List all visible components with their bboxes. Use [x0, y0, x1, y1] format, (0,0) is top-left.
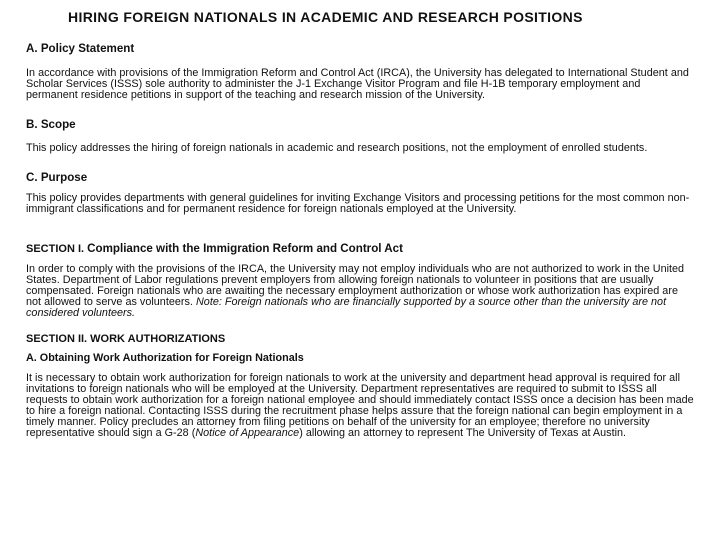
- scope-text: This policy addresses the hiring of foreign nationals in academic and research positions, not the employment of enrolled students.: [26, 142, 648, 154]
- section-1-text: [26, 264, 694, 319]
- scope-heading: B. Scope: [26, 118, 76, 131]
- section-1-label: SECTION I.: [26, 243, 85, 255]
- section-1-title: Compliance with the Immigration Reform and Control Act: [87, 242, 403, 255]
- section-1-note: Note: Foreign nationals who are financially supported by a source other than the university are not considered volunteers.: [26, 295, 667, 319]
- document-title: HIRING FOREIGN NATIONALS IN ACADEMIC AND RESEARCH POSITIONS: [68, 9, 583, 25]
- policy-statement-heading: A. Policy Statement: [26, 42, 135, 55]
- section-2-body-end: ) allowing an attorney to represent The University of Texas at Austin.: [299, 426, 627, 439]
- section-2-italic-term: Notice of Appearance: [195, 426, 300, 439]
- policy-statement-text: In accordance with provisions of the Immigration Reform and Control Act (IRCA), the University has delegated to International Student and Scholar Services (ISSS) sole authority to administer the J-1 Exchange Visitor Program and file H-1B temporary employment and permanent residence petitions in support of the teaching and research mission of the University.: [26, 67, 689, 101]
- purpose-text: This policy provides departments with general guidelines for inviting Exchange Visitors and processing petitions for the most common non-immigrant classifications and for permanent residence for foreign nationals employed at the University.: [26, 192, 690, 215]
- section-2-body-start: It is necessary to obtain work authorization for foreign nationals to work at the university and department head approval is required for all invitations to foreign nationals who will be employed at the University. Department representatives are required to submit to ISSS all requests to obtain work authorization for a foreign national employee and should immediately contact ISSS once a decision has been made to hire a foreign national. Contacting ISSS during the recruitment phase helps assure that the foreign national can begin employment in a timely manner. Policy precludes an attorney from filing petitions on behalf of the university for an employee; therefore no university representative should sign a G-28 (: [26, 372, 694, 439]
- work-authorization-subheading: A. Obtaining Work Authorization for Foreign Nationals: [26, 352, 304, 364]
- section-1-heading: [26, 242, 403, 256]
- section-2-text: [26, 373, 694, 438]
- purpose-heading: C. Purpose: [26, 171, 88, 184]
- section-1-body: In order to comply with the provisions of the IRCA, the University may not employ individuals who are not authorized to work in the United States. Department of Labor regulations prevent employers from allowing foreign nationals to volunteer in positions that are usually compensated. Foreign nationals who are awaiting the necessary employment authorization or whose work authorization has expired are not allowed to serve as volunteers.: [26, 263, 685, 308]
- section-2-heading: SECTION II. WORK AUTHORIZATIONS: [26, 333, 226, 345]
